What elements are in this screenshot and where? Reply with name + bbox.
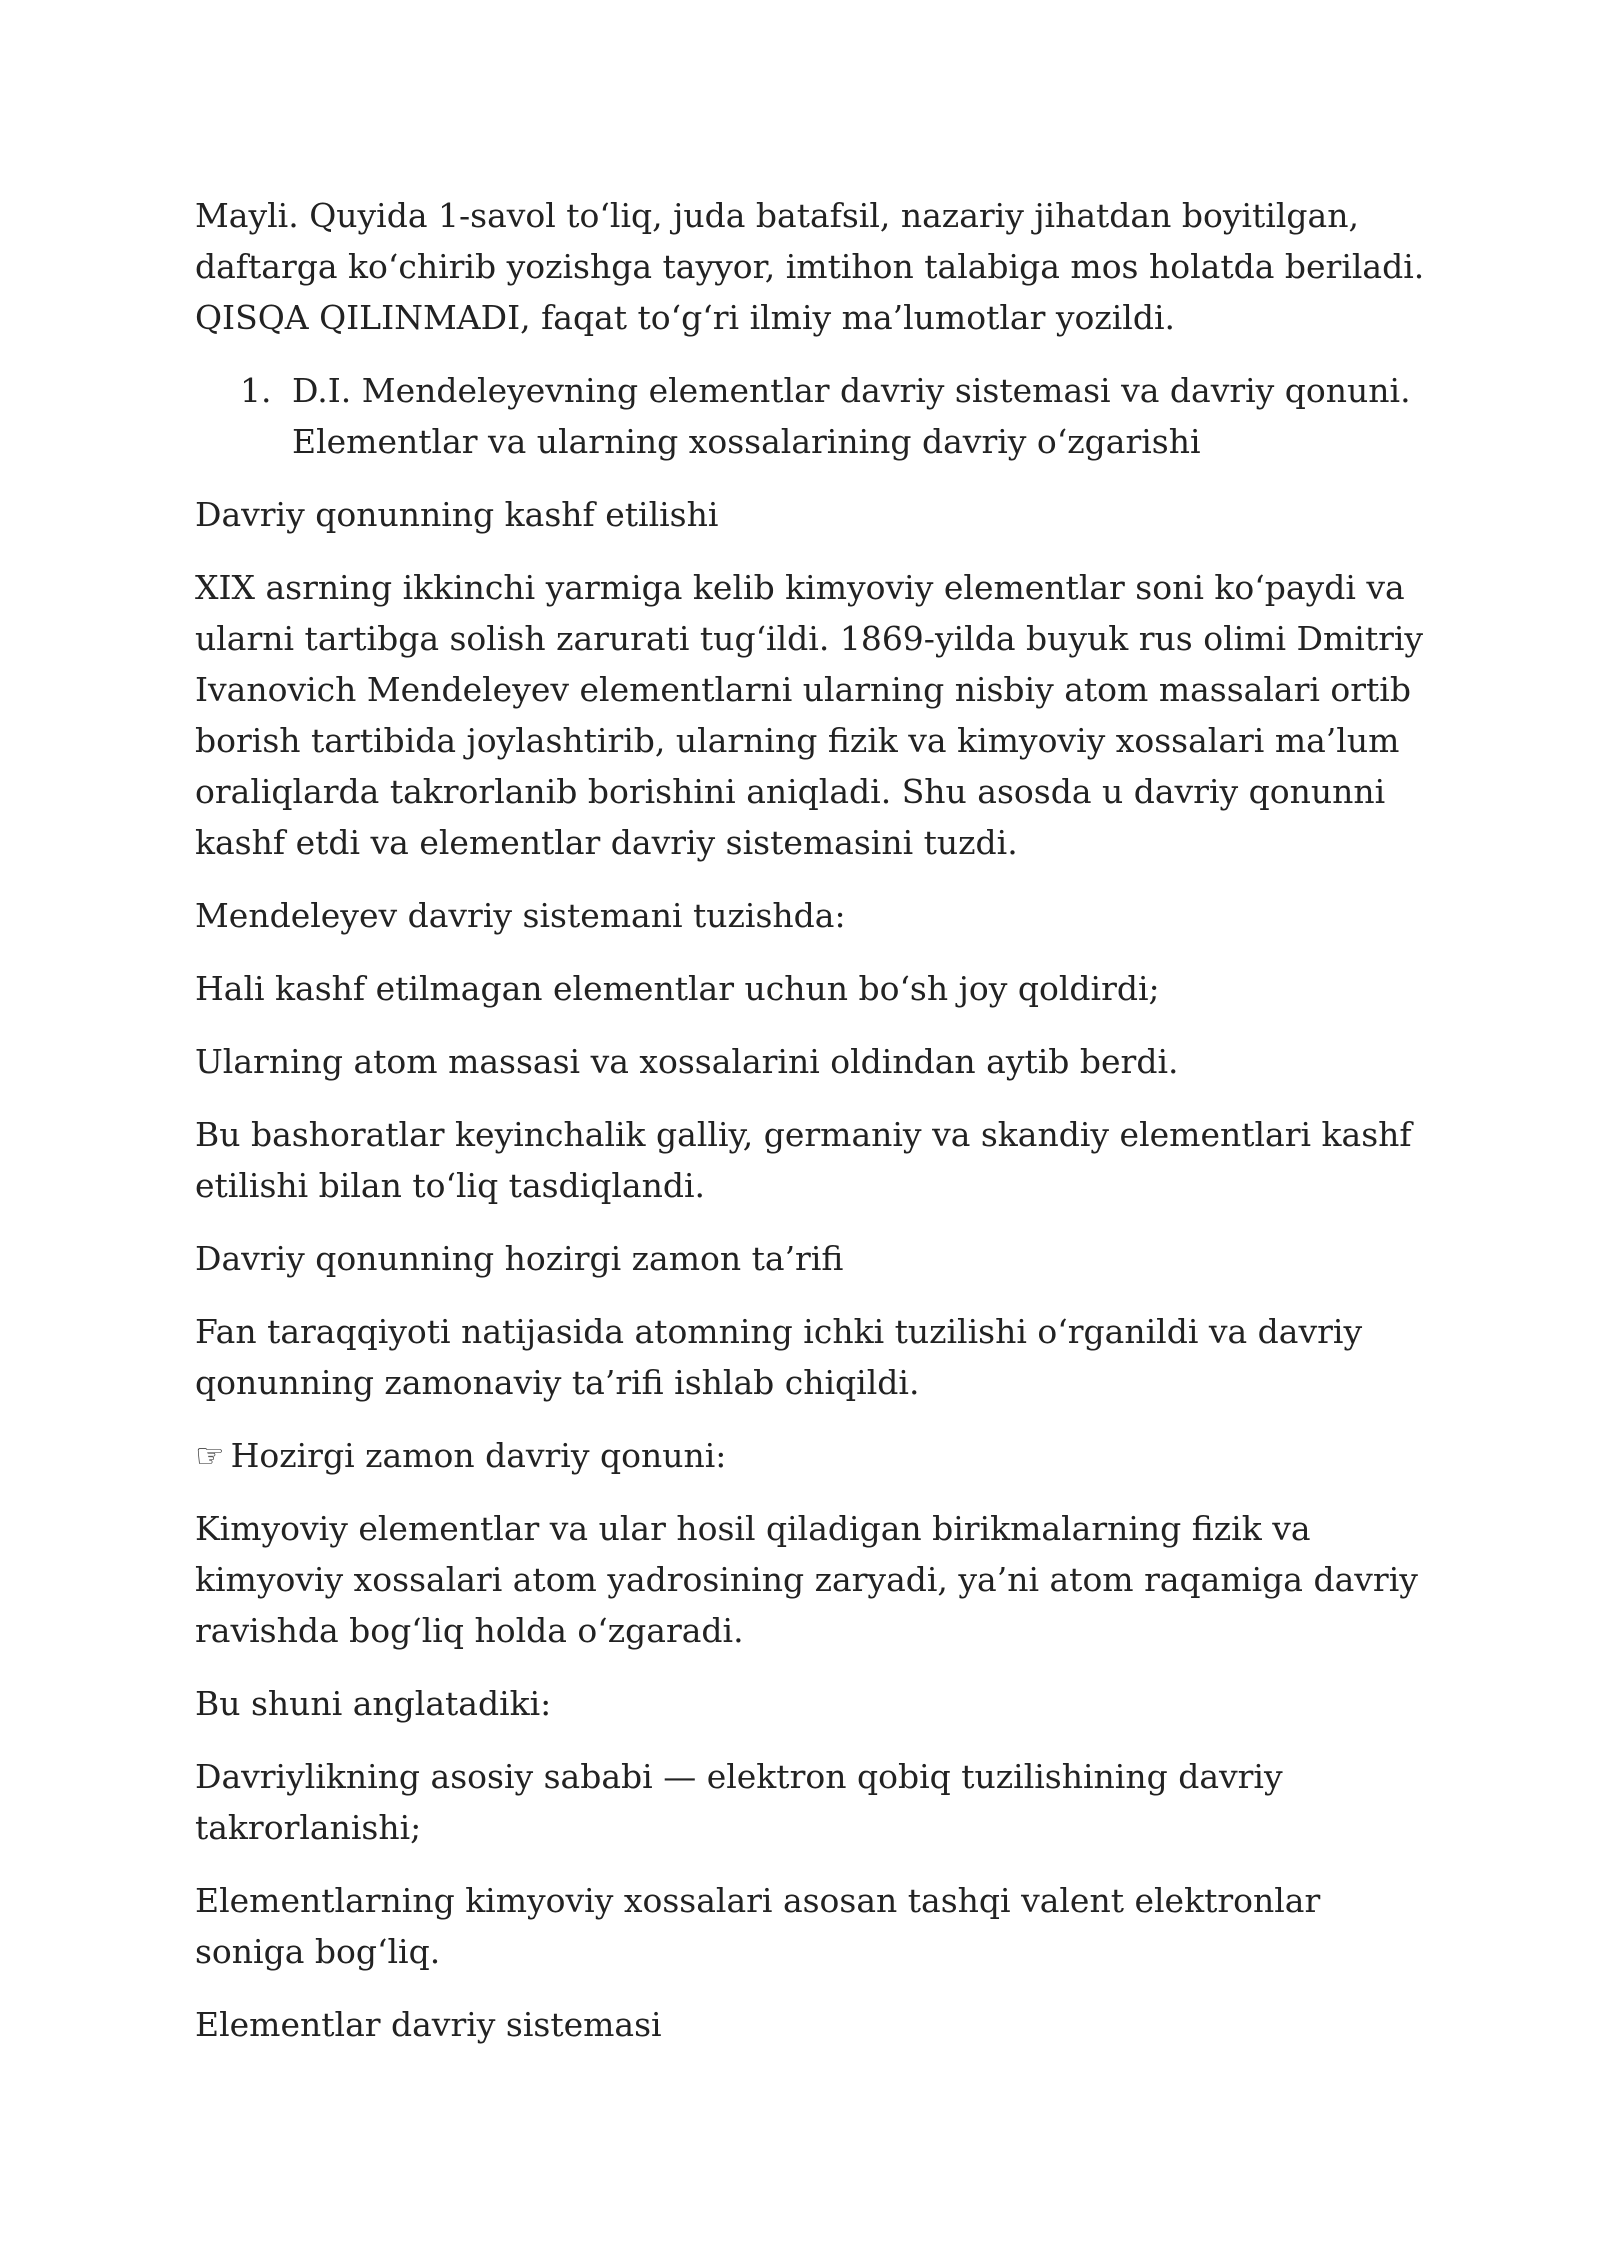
paragraph-predictions: Ularning atom massasi va xossalarini oldindan aytib berdi. bbox=[195, 1042, 1179, 1081]
document-page bbox=[195, 190, 1425, 2072]
paragraph-valence-electrons: Elementlarning kimyoviy xossalari asosan tashqi valent elektronlar soniga bog‘liq. bbox=[195, 1881, 1321, 1971]
pointer-line-text: Hozirgi zamon davriy qonuni: bbox=[230, 1436, 727, 1475]
paragraph-mendeleyev-intro: Mendeleyev davriy sistemani tuzishda: bbox=[195, 896, 846, 935]
intro-paragraph: Mayli. Quyida 1-savol to‘liq, juda batafsil, nazariy jihatdan boyitilgan, daftarga ko‘chirib yozishga tayyor, imtihon talabiga mos holatda beriladi. QISQA QILINMADI, faqat to‘g‘ri ilmiy ma’lumotlar yozildi. bbox=[195, 196, 1425, 337]
numbered-heading bbox=[195, 365, 1425, 467]
paragraph-periodicity-reason: Davriylikning asosiy sababi — elektron qobiq tuzilishining davriy takrorlanishi; bbox=[195, 1757, 1283, 1847]
paragraph-confirmation: Bu bashoratlar keyinchalik galliy, germaniy va skandiy elementlari kashf etilishi bilan to‘liq tasdiqlandi. bbox=[195, 1115, 1412, 1205]
paragraph-empty-places: Hali kashf etilmagan elementlar uchun bo‘sh joy qoldirdi; bbox=[195, 969, 1160, 1008]
section-heading-modern-definition: Davriy qonunning hozirgi zamon ta’rifi bbox=[195, 1239, 844, 1278]
list-number: 1. bbox=[240, 371, 272, 410]
paragraph-meaning: Bu shuni anglatadiki: bbox=[195, 1684, 552, 1723]
section-heading-periodic-system: Elementlar davriy sistemasi bbox=[195, 2005, 662, 2044]
list-heading-text: D.I. Mendeleyevning elementlar davriy sistemasi va davriy qonuni. Elementlar va ularning xossalarining davriy o‘zgarishi bbox=[292, 371, 1411, 461]
pointing-hand-icon: ☞ bbox=[195, 1436, 225, 1475]
paragraph-modern-law: Kimyoviy elementlar va ular hosil qiladigan birikmalarning fizik va kimyoviy xossalari atom yadrosining zaryadi, ya’ni atom raqamiga davriy ravishda bog‘liq holda o‘zgaradi. bbox=[195, 1509, 1418, 1650]
paragraph-science-progress: Fan taraqqiyoti natijasida atomning ichki tuzilishi o‘rganildi va davriy qonunning zamonaviy ta’rifi ishlab chiqildi. bbox=[195, 1312, 1363, 1402]
pointer-line bbox=[195, 1430, 1425, 1481]
section-heading-discovery: Davriy qonunning kashf etilishi bbox=[195, 495, 719, 534]
paragraph-discovery: XIX asrning ikkinchi yarmiga kelib kimyoviy elementlar soni ko‘paydi va ularni tartibga solish zarurati tug‘ildi. 1869-yilda buyuk rus olimi Dmitriy Ivanovich Mendeleyev elementlarni ularning nisbiy atom massalari ortib borish tartibida joylashtirib, ularning fizik va kimyoviy xossalari ma’lum oraliqlarda takrorlanib borishini aniqladi. Shu asosda u davriy qonunni kashf etdi va elementlar davriy sistemasini tuzdi. bbox=[195, 568, 1424, 862]
